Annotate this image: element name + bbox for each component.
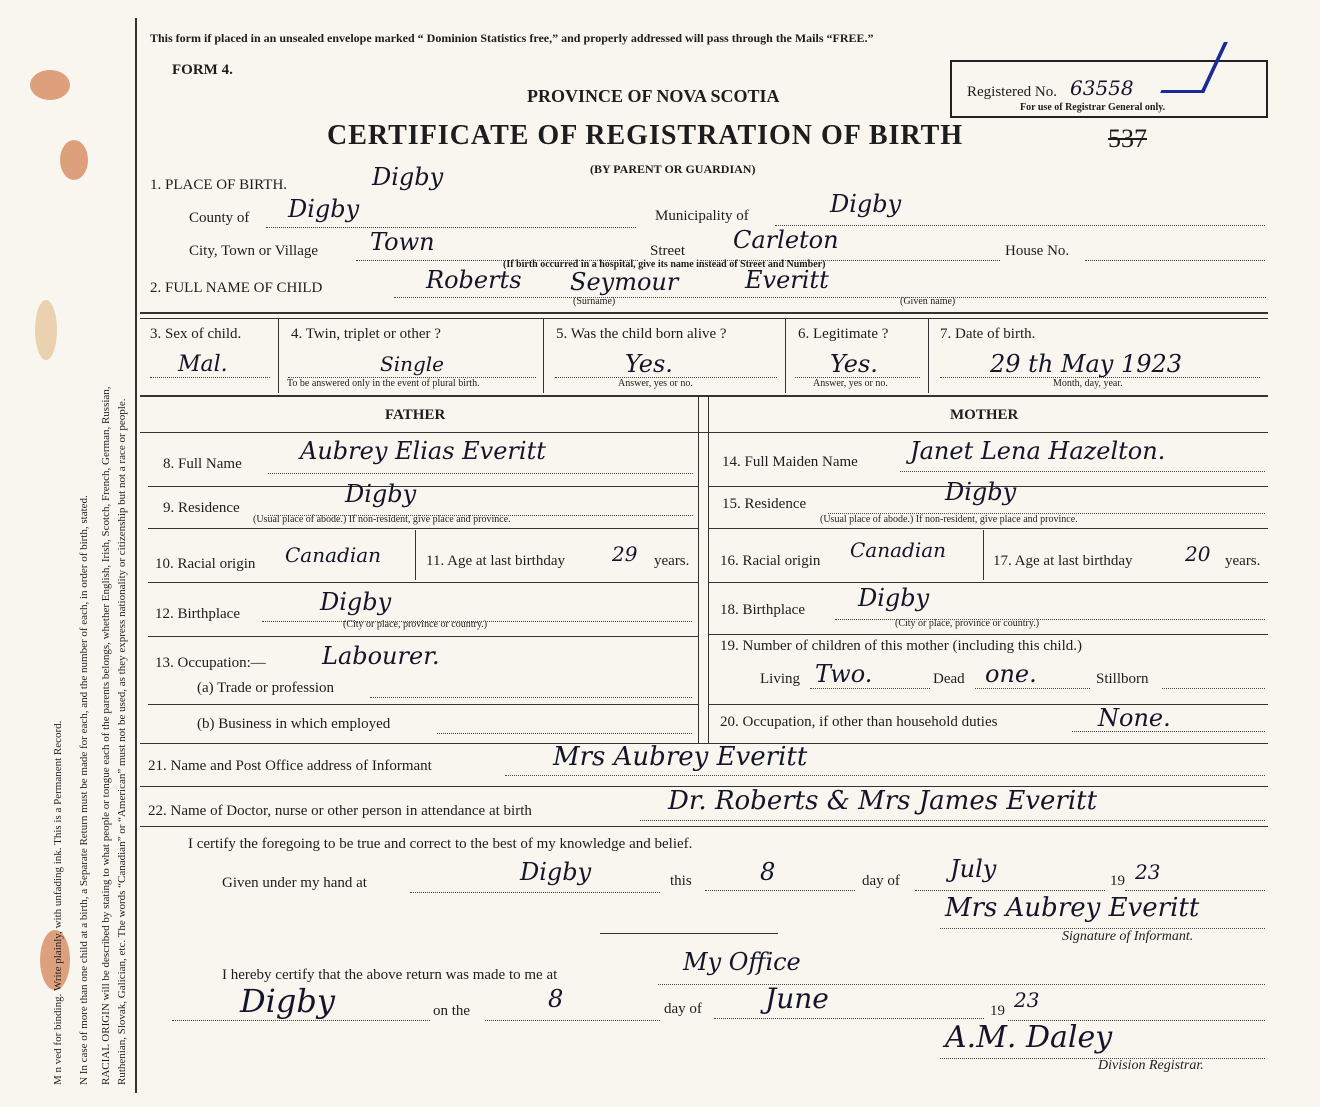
registrar-note: For use of Registrar General only. xyxy=(1020,102,1166,113)
informant-label: 21. Name and Post Office address of Informant xyxy=(148,758,432,774)
given-year-value: 23 xyxy=(1135,860,1161,884)
city-label: City, Town or Village xyxy=(189,243,319,259)
certify-statement: I certify the foregoing to be true and correct to the best of my knowledge and belief. xyxy=(188,836,693,852)
surname-caption: (Surname) xyxy=(573,296,616,307)
living-value: Two. xyxy=(815,660,873,688)
mother-residence-note: (Usual place of abode.) If non-resident, give place and province. xyxy=(820,514,1078,525)
father-age-label: 11. Age at last birthday xyxy=(426,553,565,569)
doctor-label: 22. Name of Doctor, nurse or other person in attendance at birth xyxy=(148,803,532,819)
father-name-value: Aubrey Elias Everitt xyxy=(300,437,546,465)
mother-years-label: years. xyxy=(1225,553,1261,569)
father-birthplace-value: Digby xyxy=(320,588,392,616)
father-name-label: 8. Full Name xyxy=(163,456,242,472)
mother-racial-value: Canadian xyxy=(850,538,947,562)
informant-signature-caption: Signature of Informant. xyxy=(1062,929,1194,944)
child-surname: Roberts xyxy=(426,266,522,294)
trade-label: (a) Trade or profession xyxy=(197,680,335,696)
mother-birthplace-note: (City or place, province or country.) xyxy=(895,618,1040,629)
hospital-note: (If birth occurred in a hospital, give its name instead of Street and Number) xyxy=(503,259,826,270)
registrar-day-value: 8 xyxy=(548,985,564,1013)
registered-box xyxy=(950,60,1268,118)
dead-value: one. xyxy=(985,660,1037,688)
sex-value: Mal. xyxy=(178,352,228,377)
certificate-subtitle: (BY PARENT OR GUARDIAN) xyxy=(590,162,756,176)
business-label: (b) Business in which employed xyxy=(197,716,391,732)
registered-label: Registered No. xyxy=(967,84,1057,100)
father-age-value: 29 xyxy=(612,542,638,566)
child-given-name: Everitt xyxy=(745,266,829,294)
mother-name-value: Janet Lena Hazelton. xyxy=(910,437,1166,465)
given-day-value: 8 xyxy=(760,858,776,886)
registrar-year-value: 23 xyxy=(1014,988,1040,1012)
province-title: PROVINCE OF NOVA SCOTIA xyxy=(527,86,780,106)
given-caption: (Given name) xyxy=(900,296,956,307)
margin-instruction: M n ved for binding. Write plainly, with unfading ink. This is a Permanent Record. xyxy=(52,720,64,1085)
father-birthplace-label: 12. Birthplace xyxy=(155,606,240,622)
mother-birthplace-label: 18. Birthplace xyxy=(720,602,805,618)
dead-label: Dead xyxy=(933,671,965,687)
informant-value: Mrs Aubrey Everitt xyxy=(553,742,808,772)
municipality-value: Digby xyxy=(830,190,902,218)
given-month-value: July xyxy=(950,855,997,883)
children-count-label: 19. Number of children of this mother (including this child.) xyxy=(720,638,1083,654)
mother-occupation-value: None. xyxy=(1098,704,1171,732)
legitimate-value: Yes. xyxy=(830,350,878,378)
mother-birthplace-value: Digby xyxy=(858,584,930,612)
child-middle-name: Seymour xyxy=(570,268,679,296)
registrar-at-value: My Office xyxy=(683,948,801,976)
county-value: Digby xyxy=(288,195,360,223)
born-alive-value: Yes. xyxy=(625,350,673,378)
city-value: Town xyxy=(370,228,435,256)
father-heading: FATHER xyxy=(385,407,446,423)
father-racial-value: Canadian xyxy=(285,543,382,567)
form-number: FORM 4. xyxy=(172,62,233,78)
mother-residence-value: Digby xyxy=(945,478,1017,506)
occupation-value: Labourer. xyxy=(322,642,440,670)
father-residence-value: Digby xyxy=(345,480,417,508)
father-racial-label: 10. Racial origin xyxy=(155,556,256,572)
sex-label: 3. Sex of child. xyxy=(150,326,242,342)
certificate-title: CERTIFICATE OF REGISTRATION OF BIRTH xyxy=(327,120,964,151)
date-of-birth-label: 7. Date of birth. xyxy=(940,326,1036,342)
born-alive-label: 5. Was the child born alive ? xyxy=(556,326,727,342)
margin-instruction: RACIAL ORIGIN will be described by stating to what people or tongue each of the parents belongs, whether English, Irish, Scotch, French, German, Russian, xyxy=(100,386,112,1085)
twin-label: 4. Twin, triplet or other ? xyxy=(291,326,441,342)
legitimate-label: 6. Legitimate ? xyxy=(798,326,889,342)
street-label: Street xyxy=(650,243,685,259)
given-under-hand-label: Given under my hand at xyxy=(222,875,367,891)
street-value: Carleton xyxy=(733,226,839,254)
municipality-label: Municipality of xyxy=(655,208,749,224)
registrar-signature: A.M. Daley xyxy=(945,1020,1113,1055)
living-label: Living xyxy=(760,671,800,687)
division-registrar-caption: Division Registrar. xyxy=(1098,1058,1204,1073)
father-residence-label: 9. Residence xyxy=(163,500,240,516)
mother-racial-label: 16. Racial origin xyxy=(720,553,821,569)
mail-notice: This form if placed in an unsealed envelope marked “ Dominion Statistics free,” and properly addressed will pass through the Mails “FREE.” xyxy=(150,31,874,45)
stillborn-label: Stillborn xyxy=(1096,671,1149,687)
margin-instruction: Ruthenian, Slovak, Galician, etc. The words “Canadian” or “American” must not be used, as they express nationality or citizenship but not a race or people. xyxy=(116,398,128,1085)
mother-residence-label: 15. Residence xyxy=(722,496,807,512)
given-place-value: Digby xyxy=(520,858,592,886)
registrar-statement: I hereby certify that the above return was made to me at xyxy=(222,967,558,983)
mother-age-value: 20 xyxy=(1185,542,1211,566)
given-day-of-label: day of xyxy=(862,873,900,889)
registered-number: 63558 xyxy=(1070,76,1134,100)
informant-signature: Mrs Aubrey Everitt xyxy=(945,893,1200,923)
given-year-prefix: 19 xyxy=(1110,873,1125,889)
place-of-birth-value: Digby xyxy=(372,163,444,191)
registrar-month-value: June xyxy=(765,982,829,1015)
registrar-year-prefix: 19 xyxy=(990,1003,1005,1019)
place-of-birth-label: 1. PLACE OF BIRTH. xyxy=(150,177,288,193)
on-the-label: on the xyxy=(433,1003,471,1019)
margin-instruction: N In case of more than one child at a birth, a Separate Return must be made for each, and the number of each, in order of birth, stated. xyxy=(78,495,90,1085)
father-birthplace-note: (City or place, province or country.) xyxy=(343,619,488,630)
house-number-label: House No. xyxy=(1005,243,1070,259)
doctor-value: Dr. Roberts & Mrs James Everitt xyxy=(668,786,1098,816)
father-years-label: years. xyxy=(654,553,690,569)
born-alive-note: Answer, yes or no. xyxy=(618,378,693,389)
registrar-day-of-label: day of xyxy=(664,1001,702,1017)
mother-name-label: 14. Full Maiden Name xyxy=(722,454,858,470)
binding-rule xyxy=(135,18,137,1093)
child-name-label: 2. FULL NAME OF CHILD xyxy=(150,280,323,296)
county-label: County of xyxy=(189,210,250,226)
mother-heading: MOTHER xyxy=(950,407,1019,423)
twin-value: Single xyxy=(380,352,445,376)
occupation-label: 13. Occupation:— xyxy=(155,655,266,671)
title-suffix: 537 xyxy=(1108,124,1147,153)
this-label: this xyxy=(670,873,692,889)
twin-note: To be answered only in the event of plural birth. xyxy=(287,378,480,389)
mother-occupation-label: 20. Occupation, if other than household duties xyxy=(720,714,998,730)
father-residence-note: (Usual place of abode.) If non-resident, give place and province. xyxy=(253,514,511,525)
date-of-birth-value: 29 th May 1923 xyxy=(990,350,1183,378)
registrar-place-value: Digby xyxy=(240,982,335,1020)
date-of-birth-note: Month, day, year. xyxy=(1053,378,1123,389)
legitimate-note: Answer, yes or no. xyxy=(813,378,888,389)
mother-age-label: 17. Age at last birthday xyxy=(993,553,1133,569)
